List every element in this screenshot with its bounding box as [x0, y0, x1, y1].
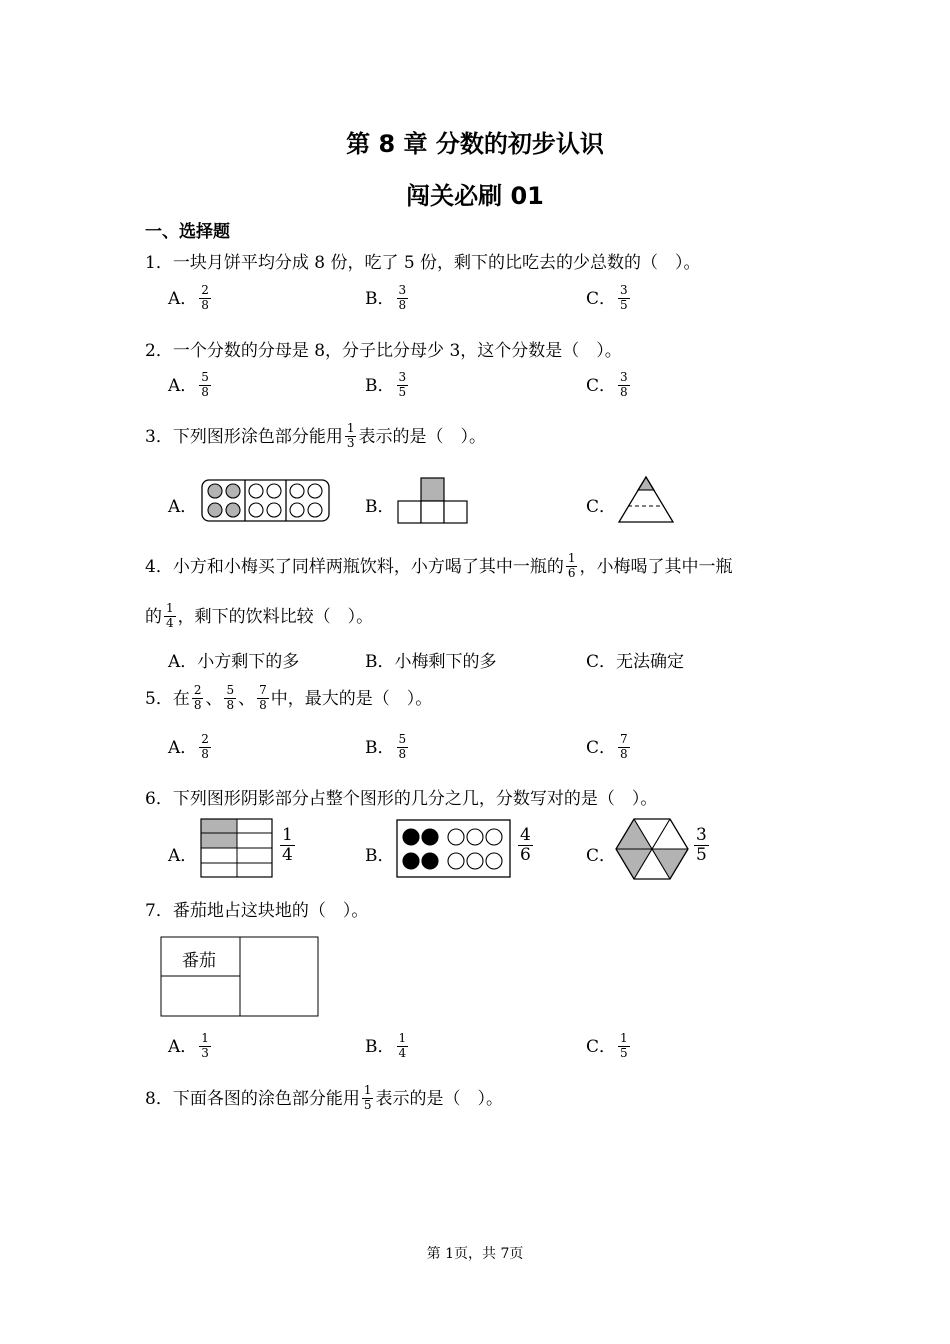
fraction: $\frac{1}{5}$ [620, 1031, 628, 1060]
option-label: A． [168, 376, 198, 396]
hexagon-figure [615, 817, 689, 881]
fraction: $\frac{1}{6}$ [567, 551, 576, 580]
question-2: 2．一个分数的分母是 8，分子比分母少 3，这个分数是（ ）。 [145, 341, 622, 361]
q1-option-c[interactable] [586, 284, 632, 314]
q4-option-b[interactable]: B．小梅剩下的多 [365, 652, 497, 672]
fraction: $\frac{3}{8}$ [398, 283, 407, 312]
option-label: C． [586, 289, 617, 309]
fraction: $\frac{2}{8}$ [201, 283, 209, 312]
question-6: 6．下列图形阴影部分占整个图形的几分之几，分数写对的是（ ）。 [145, 789, 658, 809]
dots-box-figure [396, 819, 512, 879]
fraction: $\frac{1}{4}$ [398, 1031, 407, 1060]
fraction: $\frac{3}{5}$ [620, 283, 628, 312]
q2-option-c[interactable] [586, 371, 632, 401]
option-label: B． [365, 1037, 395, 1057]
q2-option-a[interactable] [168, 371, 213, 401]
question-3: 3．下列图形涂色部分能用 $\frac{1}{3}$ 表示的是（ ）。 [145, 421, 486, 450]
fraction: $\frac{1}{5}$ [363, 1083, 372, 1112]
q4-option-a[interactable]: A．小方剩下的多 [168, 652, 300, 672]
rectangle-grid-figure [200, 818, 274, 878]
question-7: 7．番茄地占这块地的（ ）。 [145, 901, 369, 921]
option-label: A． [168, 1037, 198, 1057]
q3-option-b-label[interactable]: B． [365, 497, 395, 517]
fraction: $\frac{7}{8}$ [620, 732, 628, 761]
q6-option-c-label[interactable]: C． [586, 846, 617, 866]
q3-option-a-label[interactable]: A． [168, 497, 198, 517]
question-1: 1．一块月饼平均分成 8 份，吃了 5 份，剩下的比吃去的少总数的（ ）。 [145, 253, 701, 273]
fraction: $\frac{2}{8}$ [201, 732, 209, 761]
q6-a-fraction: $\frac{1}{4}$ [282, 825, 293, 865]
question-8: 8．下面各图的涂色部分能用 $\frac{1}{5}$ 表示的是（ ）。 [145, 1083, 503, 1112]
triangle-figure [617, 475, 675, 525]
q5-option-a[interactable] [168, 733, 213, 763]
fraction: $\frac{2}{8}$ [193, 683, 202, 712]
q7-option-a[interactable] [168, 1032, 213, 1062]
page-footer: 第 1页，共 7页 [426, 1246, 524, 1262]
circles-grid-figure [201, 479, 331, 523]
fraction: $\frac{1}{4}$ [166, 601, 174, 630]
q7-option-c[interactable] [586, 1032, 632, 1062]
question-4-line-2: 的 $\frac{1}{4}$ ，剩下的饮料比较（ ）。 [145, 601, 374, 630]
option-label: B． [365, 376, 395, 396]
q6-c-fraction: $\frac{3}{5}$ [696, 825, 707, 865]
fraction: $\frac{1}{3}$ [346, 421, 355, 450]
q5-option-b[interactable] [365, 733, 410, 763]
option-label: C． [586, 738, 617, 758]
option-label: A． [168, 289, 198, 309]
option-label: B． [365, 738, 395, 758]
q5-option-c[interactable] [586, 733, 632, 763]
fraction: $\frac{5}{8}$ [226, 683, 235, 712]
q2-option-b[interactable] [365, 371, 410, 401]
option-label: C． [586, 376, 617, 396]
page-subtitle: 闯关必刷 01 [406, 182, 544, 210]
fraction: $\frac{5}{8}$ [398, 732, 407, 761]
option-label: A． [168, 738, 198, 758]
page-title: 第 8 章 分数的初步认识 [346, 130, 604, 158]
fraction: $\frac{1}{3}$ [201, 1031, 209, 1060]
q1-option-a[interactable] [168, 284, 213, 314]
section-title: 一、选择题 [145, 222, 230, 242]
question-5: 5．在 $\frac{2}{8}$ 、 $\frac{5}{8}$ 、 $\frac{7}{8}$ 中，最大的是（ ）。 [145, 683, 433, 712]
squares-figure [397, 477, 471, 525]
fraction: $\frac{3}{5}$ [398, 370, 407, 399]
q6-b-fraction: $\frac{4}{6}$ [520, 825, 531, 865]
q6-option-a-label[interactable]: A． [168, 846, 198, 866]
fraction: $\frac{5}{8}$ [201, 370, 209, 399]
q7-option-b[interactable] [365, 1032, 410, 1062]
q4-option-c[interactable]: C．无法确定 [586, 652, 685, 672]
question-4-line-1: 4．小方和小梅买了同样两瓶饮料，小方喝了其中一瓶的 $\frac{1}{6}$ ，小梅喝了其中一瓶 [145, 551, 733, 580]
q3-option-c-label[interactable]: C． [586, 497, 617, 517]
option-label: C． [586, 1037, 617, 1057]
tomato-label: 番茄 [182, 951, 216, 971]
option-label: B． [365, 289, 395, 309]
fraction: $\frac{3}{8}$ [620, 370, 628, 399]
fraction: $\frac{7}{8}$ [259, 683, 267, 712]
q1-option-b[interactable] [365, 284, 410, 314]
q6-option-b-label[interactable]: B． [365, 846, 395, 866]
